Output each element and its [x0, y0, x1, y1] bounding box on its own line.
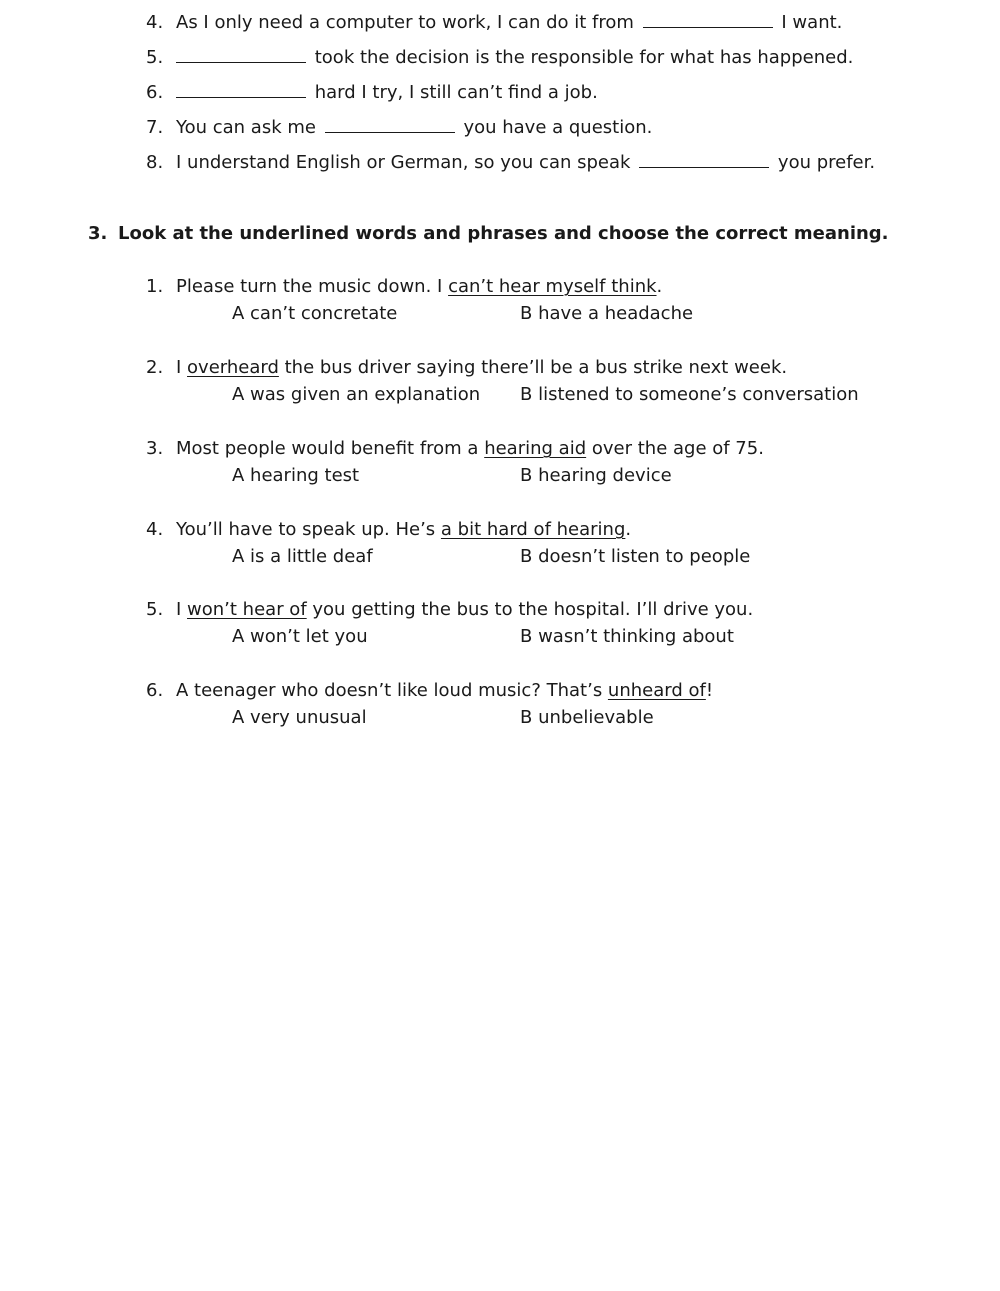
answer-blank[interactable]: [639, 166, 769, 168]
underlined-phrase: won’t hear of: [187, 599, 307, 620]
option-b[interactable]: B unbelievable: [520, 707, 654, 728]
underlined-phrase: overheard: [187, 357, 279, 378]
option-a[interactable]: A can’t concretate: [232, 303, 398, 324]
question-text-before: I: [176, 357, 188, 378]
underlined-phrase: a bit hard of hearing: [440, 519, 626, 540]
option-b[interactable]: B listened to someone’s conversation: [520, 384, 859, 405]
item-text-before: You can ask me: [176, 117, 316, 138]
question-text-after: !: [705, 680, 714, 701]
underlined-phrase: hearing aid: [484, 438, 587, 459]
section-number: 3.: [88, 223, 108, 244]
item-text-after: you prefer.: [777, 152, 876, 173]
question-text-before: Most people would benefit from a: [176, 438, 485, 459]
question-text-before: Please turn the music down. I: [176, 276, 449, 297]
question-number: 6.: [146, 680, 164, 701]
item-number: 5.: [146, 47, 164, 68]
item-text-before: I understand English or German, so you can speak: [176, 152, 631, 173]
question-number: 4.: [146, 519, 164, 540]
answer-blank[interactable]: [176, 61, 306, 63]
question-number: 3.: [146, 438, 164, 459]
question-text-before: I: [176, 599, 188, 620]
item-number: 4.: [146, 12, 164, 33]
answer-blank[interactable]: [176, 96, 306, 98]
question-number: 2.: [146, 357, 164, 378]
underlined-phrase: can’t hear myself think: [448, 276, 657, 297]
option-b[interactable]: B hearing device: [520, 465, 672, 486]
question-number: 5.: [146, 599, 164, 620]
question-text-before: A teenager who doesn’t like loud music? That’s: [176, 680, 608, 701]
answer-blank[interactable]: [325, 131, 455, 133]
option-a[interactable]: A is a little deaf: [232, 546, 373, 567]
item-number: 6.: [146, 82, 164, 103]
item-number: 7.: [146, 117, 164, 138]
underlined-phrase: unheard of: [607, 680, 706, 701]
question-text-after: .: [656, 276, 663, 297]
option-a[interactable]: A very unusual: [232, 707, 367, 728]
item-text-before: As I only need a computer to work, I can do it from: [176, 12, 634, 33]
option-b[interactable]: B doesn’t listen to people: [520, 546, 751, 567]
option-a[interactable]: A hearing test: [232, 465, 360, 486]
question-number: 1.: [146, 276, 164, 297]
question-text-after: .: [625, 519, 632, 540]
item-text-after: took the decision is the responsible for what has happened.: [314, 47, 854, 68]
item-number: 8.: [146, 152, 164, 173]
item-text-after: you have a question.: [463, 117, 653, 138]
question-text-after: you getting the bus to the hospital. I’ll drive you.: [306, 599, 754, 620]
question-text-after: the bus driver saying there’ll be a bus strike next week.: [278, 357, 788, 378]
option-a[interactable]: A won’t let you: [232, 626, 368, 647]
question-text-after: over the age of 75.: [586, 438, 764, 459]
question-text-before: You’ll have to speak up. He’s: [176, 519, 441, 540]
option-b[interactable]: B have a headache: [520, 303, 694, 324]
option-b[interactable]: B wasn’t thinking about: [520, 626, 734, 647]
section-title: Look at the underlined words and phrases and choose the correct meaning.: [118, 223, 889, 244]
item-text-after: hard I try, I still can’t find a job.: [314, 82, 598, 103]
answer-blank[interactable]: [643, 26, 773, 28]
option-a[interactable]: A was given an explanation: [232, 384, 481, 405]
item-text-after: I want.: [781, 12, 843, 33]
